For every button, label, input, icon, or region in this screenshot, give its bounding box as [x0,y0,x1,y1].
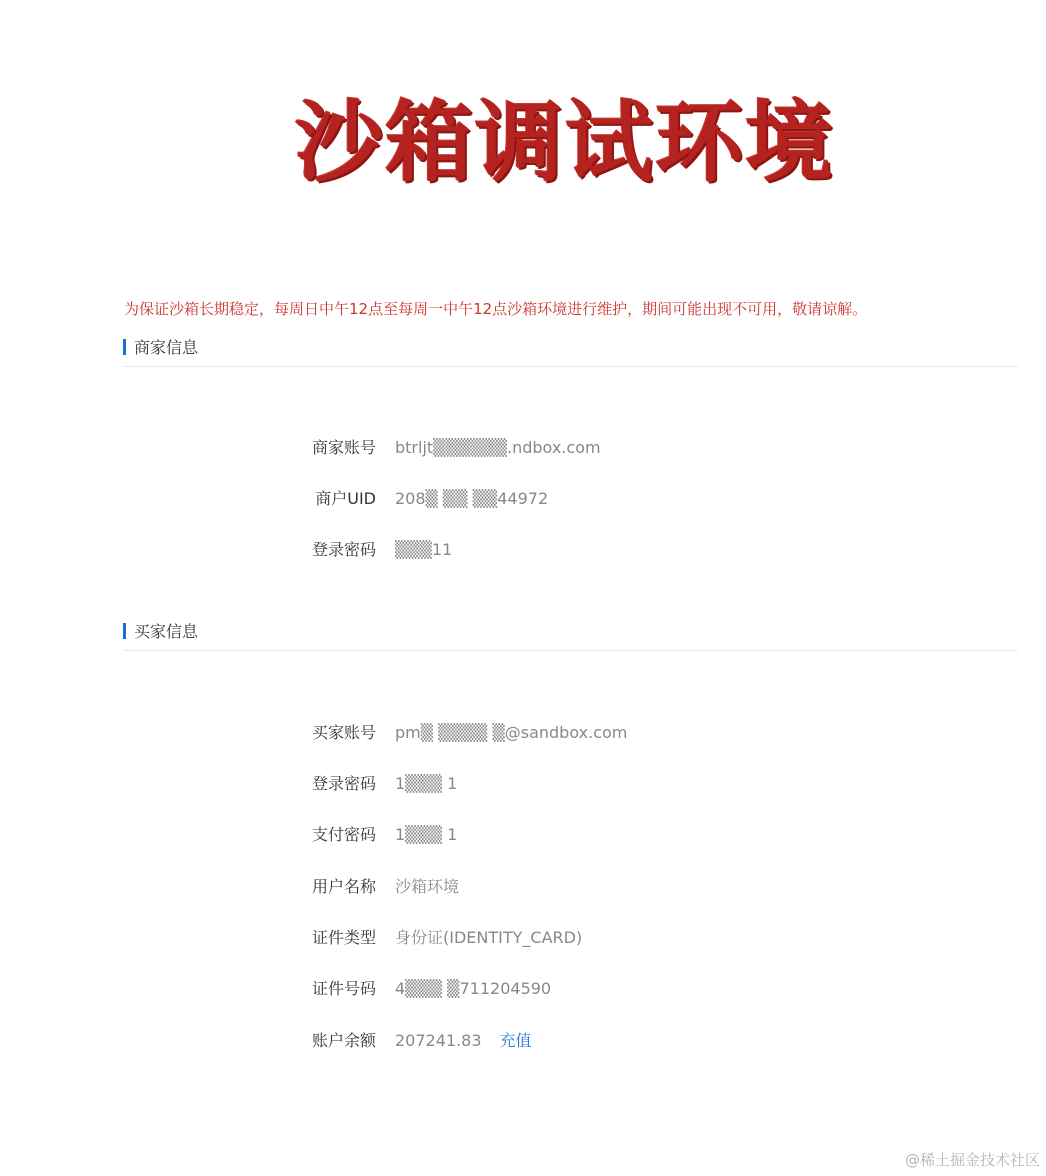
section-accent-bar [123,623,126,639]
buyer-account-value: pm▒ ▒▒▒▒ ▒@sandbox.com [395,723,628,742]
merchant-uid-row [0,486,1046,512]
merchant-account-label: 商家账号 [311,438,376,457]
buyer-login-password-row [0,771,1046,797]
buyer-account-row [0,720,1046,746]
merchant-uid-value: 208▒ ▒▒ ▒▒44972 [395,489,549,508]
page-title: 沙箱调试环境 [294,91,835,194]
maintenance-notice: 为保证沙箱长期稳定，每周日中午12点至每周一中午12点沙箱环境进行维护，期间可能出现不可用，敬请谅解。 [124,300,868,318]
merchant-account-value: btrljt▒▒▒▒▒▒.ndbox.com [395,438,601,457]
buyer-username-row [0,874,1046,900]
buyer-id-type-label: 证件类型 [311,928,376,947]
buyer-username-label: 用户名称 [311,877,376,896]
buyer-id-type-value: 身份证(IDENTITY_CARD) [395,928,583,947]
buyer-id-number-label: 证件号码 [311,979,376,998]
buyer-section-header [123,618,1018,651]
merchant-section-header [123,334,1018,367]
buyer-pay-password-value: 1▒▒▒ 1 [395,825,458,844]
buyer-balance-value-group [395,1028,532,1054]
buyer-pay-password-row [0,822,1046,848]
buyer-id-type-row [0,925,1046,951]
merchant-account-row [0,435,1046,461]
buyer-login-password-label: 登录密码 [311,774,376,793]
buyer-pay-password-label: 支付密码 [311,825,376,844]
buyer-username-value: 沙箱环境 [395,877,460,896]
buyer-id-number-row [0,976,1046,1002]
buyer-account-label: 买家账号 [311,723,376,742]
merchant-password-value: ▒▒▒11 [395,540,453,559]
merchant-password-label: 登录密码 [311,540,376,559]
buyer-login-password-value: 1▒▒▒ 1 [395,774,458,793]
section-accent-bar [123,339,126,355]
buyer-id-number-value: 4▒▒▒ ▒711204590 [395,979,552,998]
buyer-balance-value: 207241.83 [395,1031,482,1050]
buyer-section-title: 买家信息 [134,622,199,641]
watermark: @稀土掘金技术社区 [904,1151,1040,1169]
merchant-password-row [0,537,1046,563]
merchant-section-title: 商家信息 [134,338,199,357]
buyer-balance-label: 账户余额 [311,1031,376,1050]
buyer-balance-row [0,1028,1046,1054]
recharge-link[interactable]: 充值 [499,1031,532,1050]
merchant-uid-label: 商户UID [315,489,376,508]
